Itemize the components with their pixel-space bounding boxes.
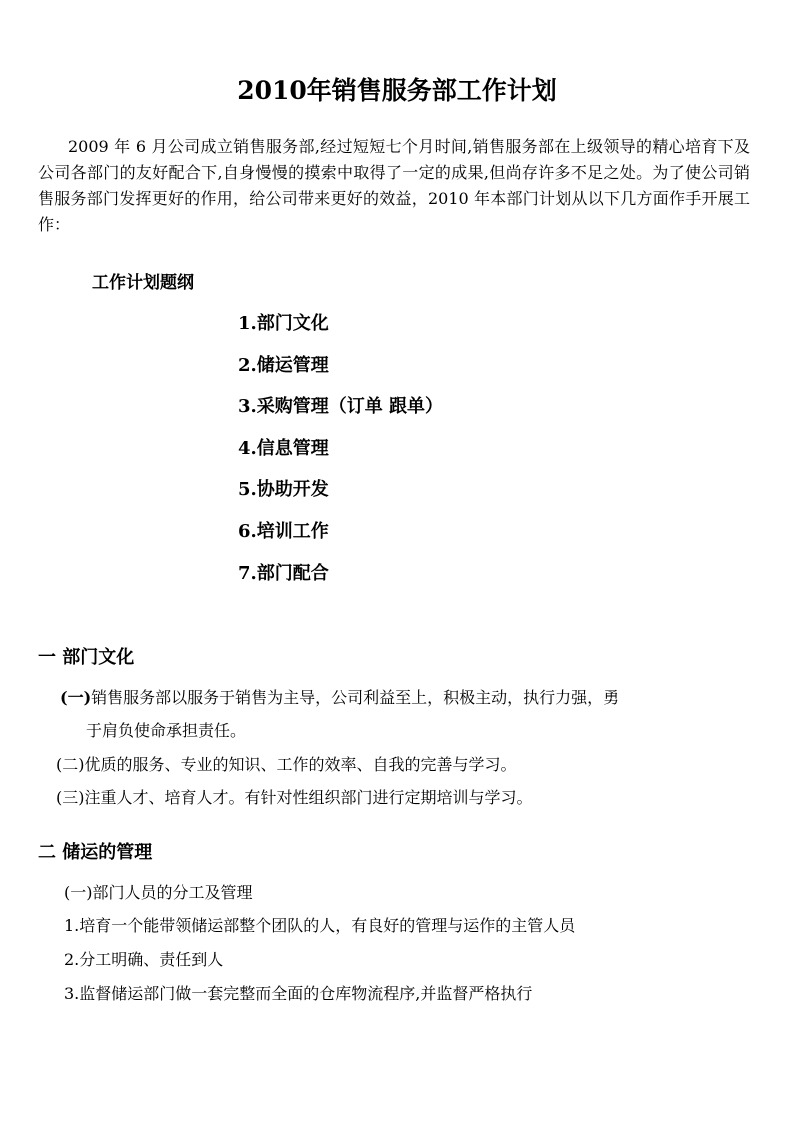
outline-item: 1.部门文化 xyxy=(238,313,329,334)
section2-item: 1.培育一个能带领储运部整个团队的人，有良好的管理与运作的主管人员 xyxy=(64,916,576,935)
section1-item1-label: (一) xyxy=(60,688,92,707)
section1-item2: (二)优质的服务、专业的知识、工作的效率、自我的完善与学习。 xyxy=(56,755,517,774)
intro-paragraph xyxy=(38,134,750,238)
section2-heading: 二 储运的管理 xyxy=(38,842,153,863)
outline-item: 5.协助开发 xyxy=(238,479,329,501)
section2-item: 3.监督储运部门做一套完整而全面的仓库物流程序,并监督严格执行 xyxy=(64,984,533,1003)
section1-heading: 一 部门文化 xyxy=(38,647,135,668)
section2-subheading: (一)部门人员的分工及管理 xyxy=(64,883,253,902)
intro-text: 2009 年 6 月公司成立销售服务部,经过短短七个月时间,销售服务部在上级领导的精心培育下及公司各部门的友好配合下,自身慢慢的摸索中取得了一定的成果,但尚存许多不足之处。为了使公司销售服务部门发挥更好的作用，给公司带来更好的效益，2010 年本部门计划从以下几方面作手开展工作： xyxy=(38,137,750,234)
outline-item: 4.信息管理 xyxy=(238,437,329,459)
outline-heading: 工作计划题纲 xyxy=(92,273,194,293)
section1-item1 xyxy=(60,686,619,710)
section1-item3: (三)注重人才、培育人才。有针对性组织部门进行定期培训与学习。 xyxy=(56,788,533,807)
section2-item: 2.分工明确、责任到人 xyxy=(64,950,224,969)
section1-item1-text: 销售服务部以服务于销售为主导，公司利益至上，积极主动，执行力强，勇 xyxy=(91,688,620,707)
outline-item: 2.储运管理 xyxy=(238,354,329,376)
outline-item: 7.部门配合 xyxy=(238,562,329,584)
document-title: 2010年销售服务部工作计划 xyxy=(237,76,557,105)
outline-item: 6.培训工作 xyxy=(238,520,329,542)
section1-item1-continuation: 于肩负使命承担责任。 xyxy=(86,721,247,740)
outline-list xyxy=(238,311,443,602)
outline-item: 3.采购管理（订单 跟单） xyxy=(238,396,444,418)
